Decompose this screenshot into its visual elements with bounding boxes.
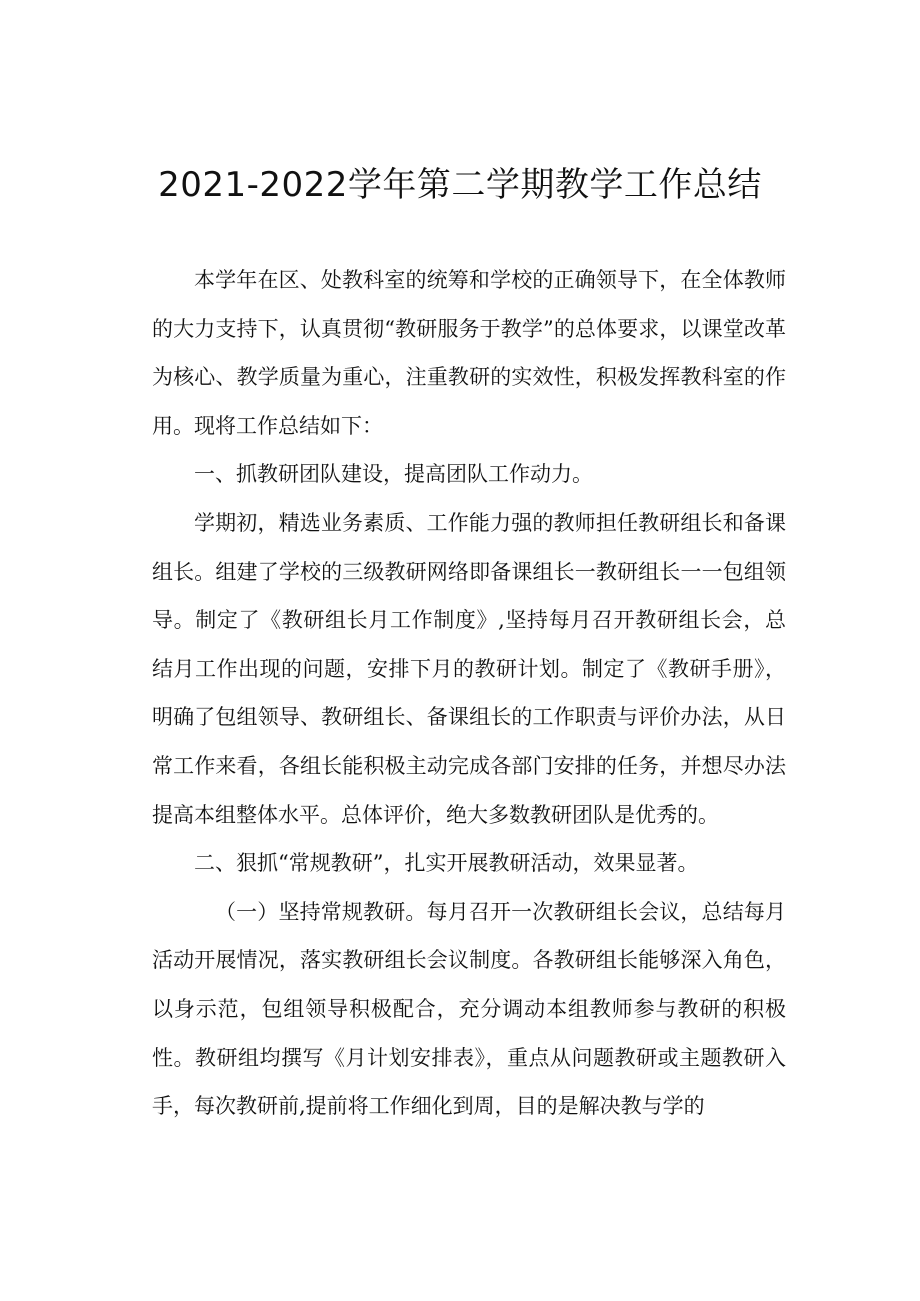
section-heading-2: 二、狠抓“常规教研”，扎实开展教研活动，效果显著。 [194, 851, 699, 876]
section-2-subsection-1: （一）坚持常规教研。每月召开一次教研组长会议，总结每月活动开展情况，落实教研组长会议制度。各教研组长能够深入角色，以身示范，包组领导积极配合，充分调动本组教师参与教研的积极性。教研组均撰写《月计划安排表》，重点从问题教研或主题教研入手，每次教研前,提前将工作细化到周，目的是解决教与学的 [152, 899, 786, 1119]
intro-paragraph: 本学年在区、处教科室的统筹和学校的正确领导下，在全体教师的大力支持下，认真贯彻“教研服务于教学”的总体要求，以课堂改革为核心、教学质量为重心，注重教研的实效性，积极发挥教科室的作用。现将工作总结如下： [152, 268, 786, 438]
section-1-paragraph: 学期初，精选业务素质、工作能力强的教师担任教研组长和备课组长。组建了学校的三级教研网络即备课组长一教研组长一一包组领导。制定了《教研组长月工作制度》,坚持每月召开教研组长会，总结月工作出现的问题，安排下月的教研计划。制定了《教研手册》，明确了包组领导、教研组长、备课组长的工作职责与评价办法，从日常工作来看，各组长能积极主动完成各部门安排的任务，并想尽办法提高本组整体水平。总体评价，绝大多数教研团队是优秀的。 [152, 510, 786, 827]
section-heading-1: 一、抓教研团队建设，提高团队工作动力。 [194, 462, 593, 487]
document-title: 2021-2022学年第二学期教学工作总结 [158, 165, 762, 205]
document-body [152, 256, 786, 1131]
